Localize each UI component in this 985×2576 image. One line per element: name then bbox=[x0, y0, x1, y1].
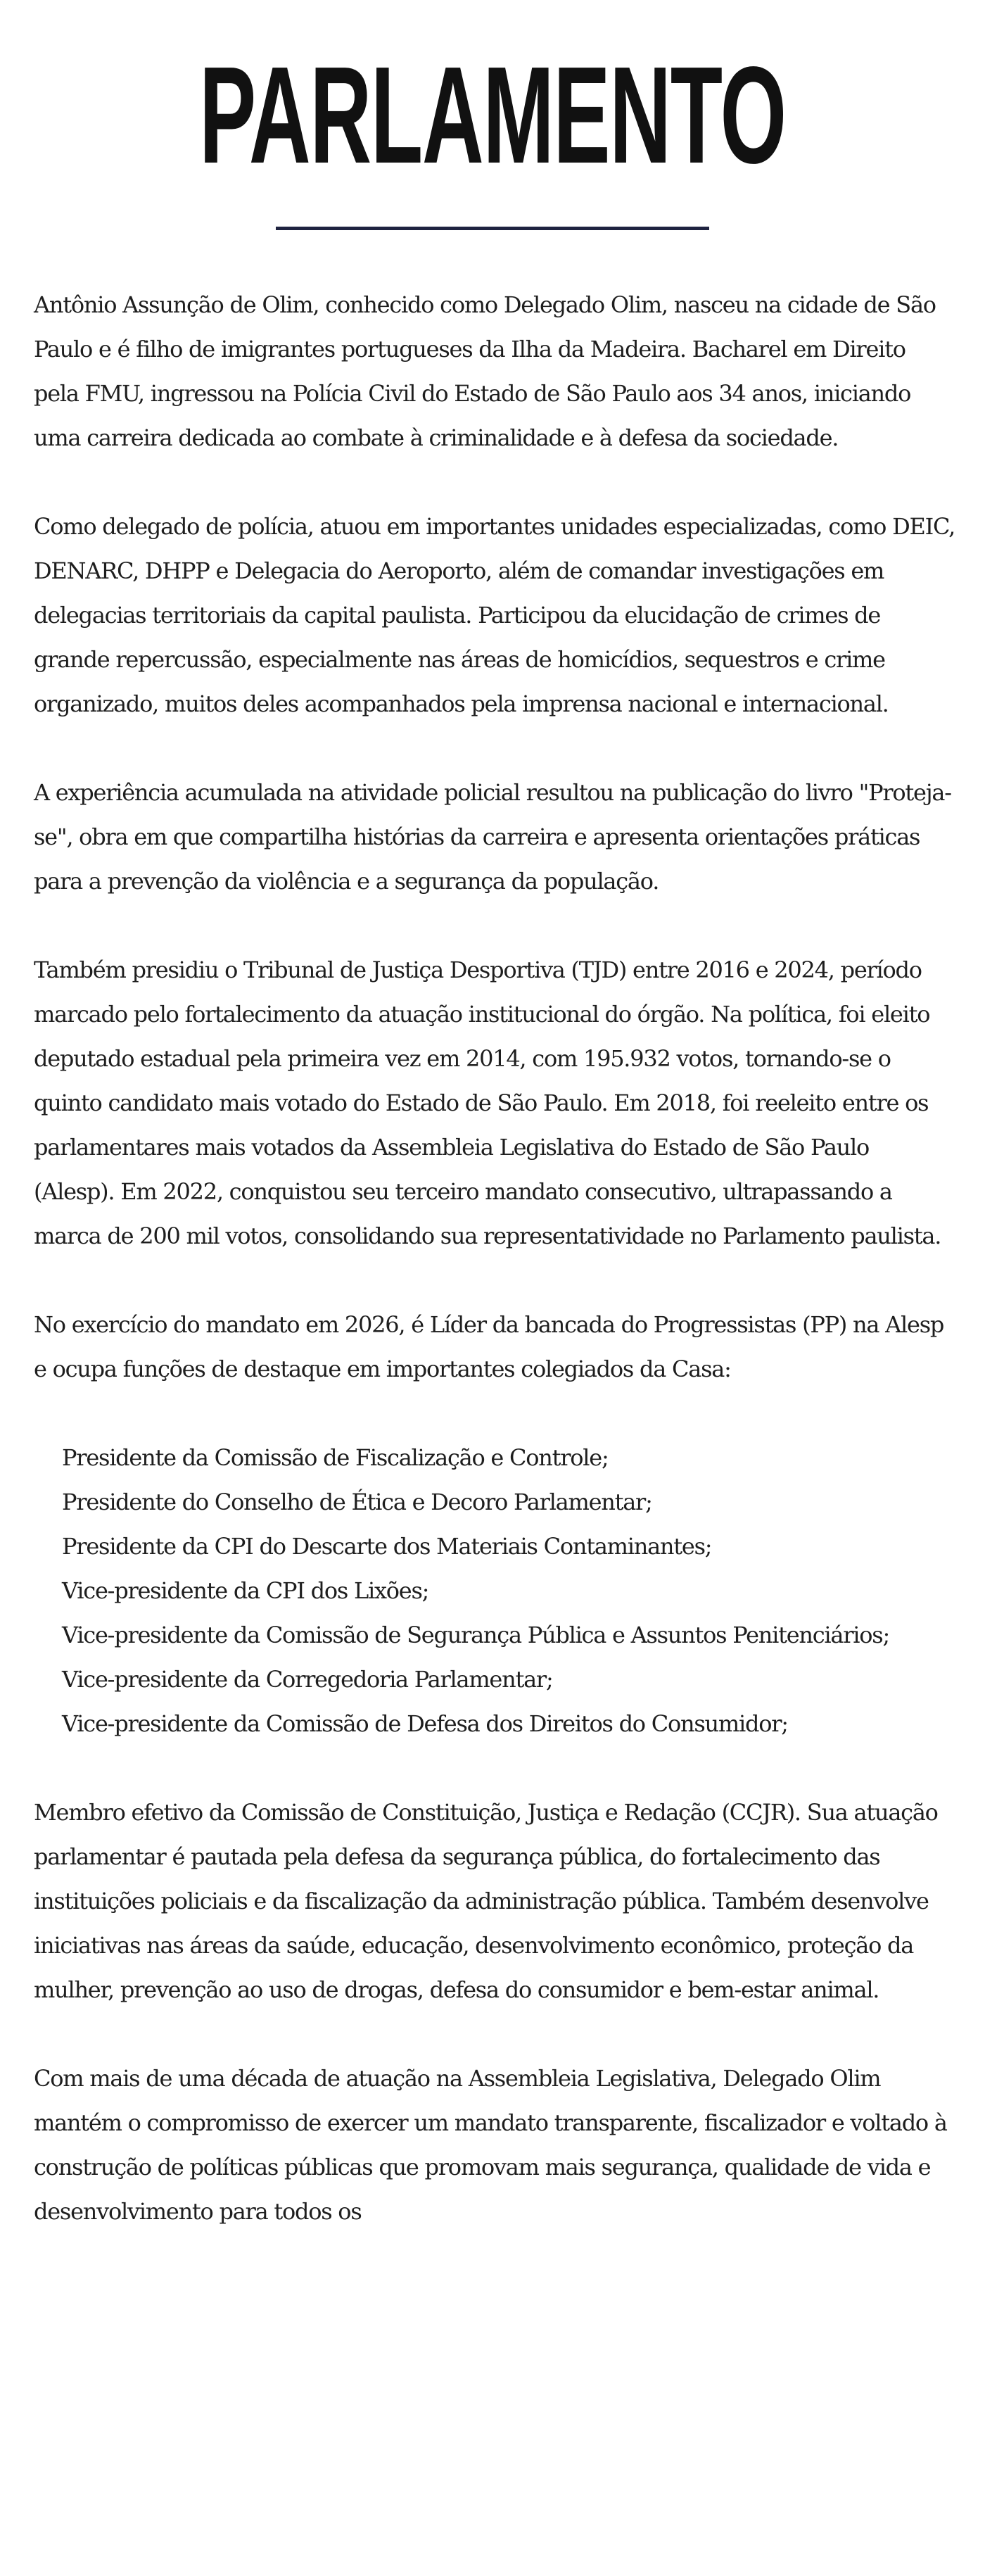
role-list bbox=[34, 1436, 955, 1746]
bio-paragraph-current-mandate: No exercício do mandato em 2026, é Líder da bancada do Progressistas (PP) na Alesp e ocupa funções de destaque em importantes colegiados da Casa: bbox=[34, 1311, 944, 1382]
biography-content bbox=[34, 283, 955, 2278]
page-title: PARLAMENTO bbox=[199, 38, 786, 192]
role-item: Vice-presidente da Comissão de Defesa dos Direitos do Consumidor; bbox=[62, 1710, 788, 1737]
bio-paragraph-ccjr: Membro efetivo da Comissão de Constituição, Justiça e Redação (CCJR). Sua atuação parlamentar é pautada pela defesa da segurança pública, do fortalecimento das instituições policiais e da fiscalização da administração pública. Também desenvolve iniciativas nas áreas da saúde, educação, desenvolvimento econômico, proteção da mulher, prevenção ao uso de drogas, defesa do consumidor e bem-estar animal. bbox=[34, 1799, 938, 2003]
role-item: Presidente da Comissão de Fiscalização e Controle; bbox=[62, 1444, 609, 1471]
role-item: Vice-presidente da Comissão de Segurança Pública e Assuntos Penitenciários; bbox=[62, 1622, 889, 1648]
title-section bbox=[0, 38, 985, 221]
role-item: Vice-presidente da Corregedoria Parlamentar; bbox=[62, 1666, 553, 1693]
bio-paragraph-closing: Com mais de uma década de atuação na Assembleia Legislativa, Delegado Olim mantém o compromisso de exercer um mandato transparente, fiscalizador e voltado à construção de políticas públicas que promovam mais segurança, qualidade de vida e desenvolvimento para todos os bbox=[34, 2065, 947, 2225]
bio-paragraph-politics: Também presidiu o Tribunal de Justiça Desportiva (TJD) entre 2016 e 2024, período marcado pelo fortalecimento da atuação institucional do órgão. Na política, foi eleito deputado estadual pela primeira vez em 2014, com 195.932 votos, tornando-se o quinto candidato mais votado do Estado de São Paulo. Em 2018, foi reeleito entre os parlamentares mais votados da Assembleia Legislativa do Estado de São Paulo (Alesp). Em 2022, conquistou seu terceiro mandato consecutivo, ultrapassando a marca de 200 mil votos, consolidando sua representatividade no Parlamento paulista. bbox=[34, 956, 941, 1249]
bio-paragraph-police-career: Como delegado de polícia, atuou em importantes unidades especializadas, como DEIC, DENARC, DHPP e Delegacia do Aeroporto, além de comandar investigações em delegacias territoriais da capital paulista. Participou da elucidação de crimes de grande repercussão, especialmente nas áreas de homicídios, sequestros e crime organizado, muitos deles acompanhados pela imprensa nacional e internacional. bbox=[34, 513, 955, 717]
role-item: Presidente do Conselho de Ética e Decoro Parlamentar; bbox=[62, 1489, 652, 1515]
role-item: Presidente da CPI do Descarte dos Materiais Contaminantes; bbox=[62, 1533, 712, 1560]
title-underline bbox=[276, 227, 709, 230]
bio-paragraph-book: A experiência acumulada na atividade policial resultou na publicação do livro "Proteja-se", obra em que compartilha histórias da carreira e apresenta orientações práticas para a prevenção da violência e a segurança da população. bbox=[34, 779, 951, 895]
role-item: Vice-presidente da CPI dos Lixões; bbox=[62, 1577, 429, 1604]
bio-paragraph-origin: Antônio Assunção de Olim, conhecido como Delegado Olim, nasceu na cidade de São Paulo e é filho de imigrantes portugueses da Ilha da Madeira. Bacharel em Direito pela FMU, ingressou na Polícia Civil do Estado de São Paulo aos 34 anos, iniciando uma carreira dedicada ao combate à criminalidade e à defesa da sociedade. bbox=[34, 291, 936, 451]
